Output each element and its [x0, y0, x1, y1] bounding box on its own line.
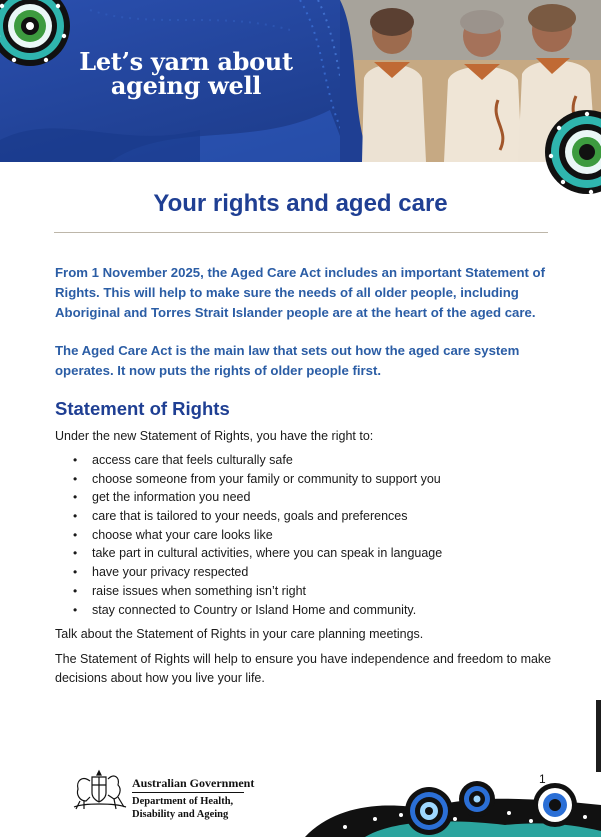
closing-paragraph-2: The Statement of Rights will help to ensure you have independence and freedom to make decisions about how you live your life. [55, 652, 552, 685]
section-heading: Statement of Rights [55, 398, 230, 419]
list-item [55, 563, 555, 582]
intro-paragraph-1: From 1 November 2025, the Aged Care Act includes an important Statement of Rights. This will help to make sure the needs of all older people, including Aboriginal and Torres Strait Islander people are at the heart of the aged care. [55, 265, 546, 320]
list-item [55, 601, 555, 620]
banner-title-line1: Let’s yarn about [79, 47, 293, 76]
dot-art-motif-icon [543, 108, 601, 200]
bullet-icon: • [73, 490, 78, 505]
rights-list [55, 451, 555, 619]
list-item-text: stay connected to Country or Island Home and community. [92, 602, 417, 617]
dot-art-motif-icon [0, 0, 74, 74]
list-item [55, 544, 555, 563]
list-item [55, 451, 555, 470]
bullet-icon: • [73, 602, 78, 617]
banner-title [66, 47, 306, 100]
list-item-text: access care that feels culturally safe [92, 453, 293, 467]
list-item-text: choose what your care looks like [92, 527, 273, 542]
list-item-text: raise issues when something isn’t right [92, 583, 306, 598]
bullet-icon: • [73, 546, 78, 561]
list-item [55, 582, 555, 601]
edge-art-strip [596, 700, 601, 772]
header-banner [0, 0, 601, 162]
section-lead: Under the new Statement of Rights, you have the right to: [55, 429, 374, 443]
department-name-line2: Disability and Ageing [132, 808, 229, 820]
list-item-text: choose someone from your family or community to support you [92, 471, 441, 486]
dot-art-motif-icon [305, 775, 601, 837]
list-item-text: get the information you need [92, 490, 251, 505]
coat-of-arms-icon [70, 767, 128, 811]
list-item [55, 470, 555, 489]
bullet-icon: • [73, 471, 78, 486]
closing-paragraph-1: Talk about the Statement of Rights in your care planning meetings. [55, 627, 424, 641]
government-name: Australian Government [132, 776, 255, 790]
bullet-icon: • [73, 453, 78, 467]
list-item [55, 507, 555, 526]
government-branding [132, 776, 254, 821]
banner-title-line2: ageing well [110, 71, 262, 100]
list-item [55, 526, 555, 545]
bullet-icon: • [73, 527, 78, 542]
bullet-icon: • [73, 509, 78, 524]
page-number: 1 [539, 772, 546, 786]
list-item-text: care that is tailored to your needs, goals and preferences [92, 509, 408, 524]
title-divider [54, 232, 548, 233]
department-name-line1: Department of Health, [132, 796, 234, 807]
list-item-text: have your privacy respected [92, 565, 249, 580]
branding-divider [132, 792, 244, 793]
intro-paragraph-2: The Aged Care Act is the main law that sets out how the aged care system operates. It now puts the rights of older people first. [55, 343, 520, 378]
bullet-icon: • [73, 565, 78, 580]
list-item-text: take part in cultural activities, where you can speak in language [92, 546, 443, 561]
page-title: Your rights and aged care [153, 190, 448, 217]
bullet-icon: • [73, 583, 78, 598]
list-item [55, 488, 555, 507]
